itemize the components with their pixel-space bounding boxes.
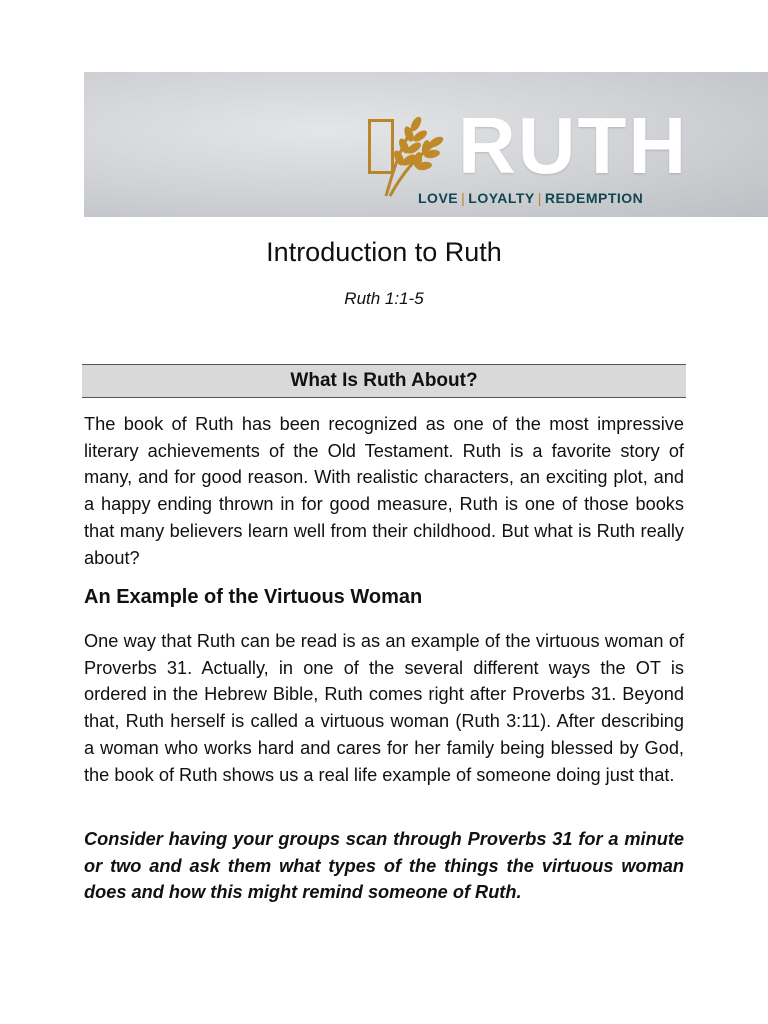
wheat-icon (376, 108, 446, 198)
tagline-separator: | (537, 190, 542, 206)
tagline-separator: | (461, 190, 466, 206)
banner-title: RUTH (458, 101, 689, 190)
subheading: An Example of the Virtuous Woman (84, 586, 423, 608)
section-heading: What Is Ruth About? (82, 364, 686, 398)
tagline-love: LOVE (418, 190, 459, 206)
tagline-redemption: REDEMPTION (544, 190, 644, 206)
banner-tagline (418, 190, 643, 206)
page-title: Introduction to Ruth (266, 237, 502, 267)
scripture-reference: Ruth 1:1-5 (344, 289, 424, 308)
intro-paragraph: The book of Ruth has been recognized as one of the most impressive literary achievements of the Old Testament. Ruth is a favorite story of many, and for good reason. With realistic characters, an exciting plot, and a happy ending thrown in for good measure, Ruth is one of those books that many believers learn well from their childhood. But what is Ruth really about? (84, 414, 684, 568)
body-paragraph: One way that Ruth can be read is as an example of the virtuous woman of Proverbs 31. Actually, in one of the several different ways the OT is ordered in the Hebrew Bible, Ruth comes right after Proverbs 31. Beyond that, Ruth herself is called a virtuous woman (Ruth 3:11). After describing a woman who works hard and cares for her family being blessed by God, the book of Ruth shows us a real life example of someone doing just that. (84, 631, 684, 785)
tagline-loyalty: LOYALTY (468, 190, 535, 206)
ruth-banner (84, 72, 768, 217)
leader-note: Consider having your groups scan through Proverbs 31 for a minute or two and ask them what types of the things the virtuous woman does and how this might remind someone of Ruth. (84, 829, 684, 903)
